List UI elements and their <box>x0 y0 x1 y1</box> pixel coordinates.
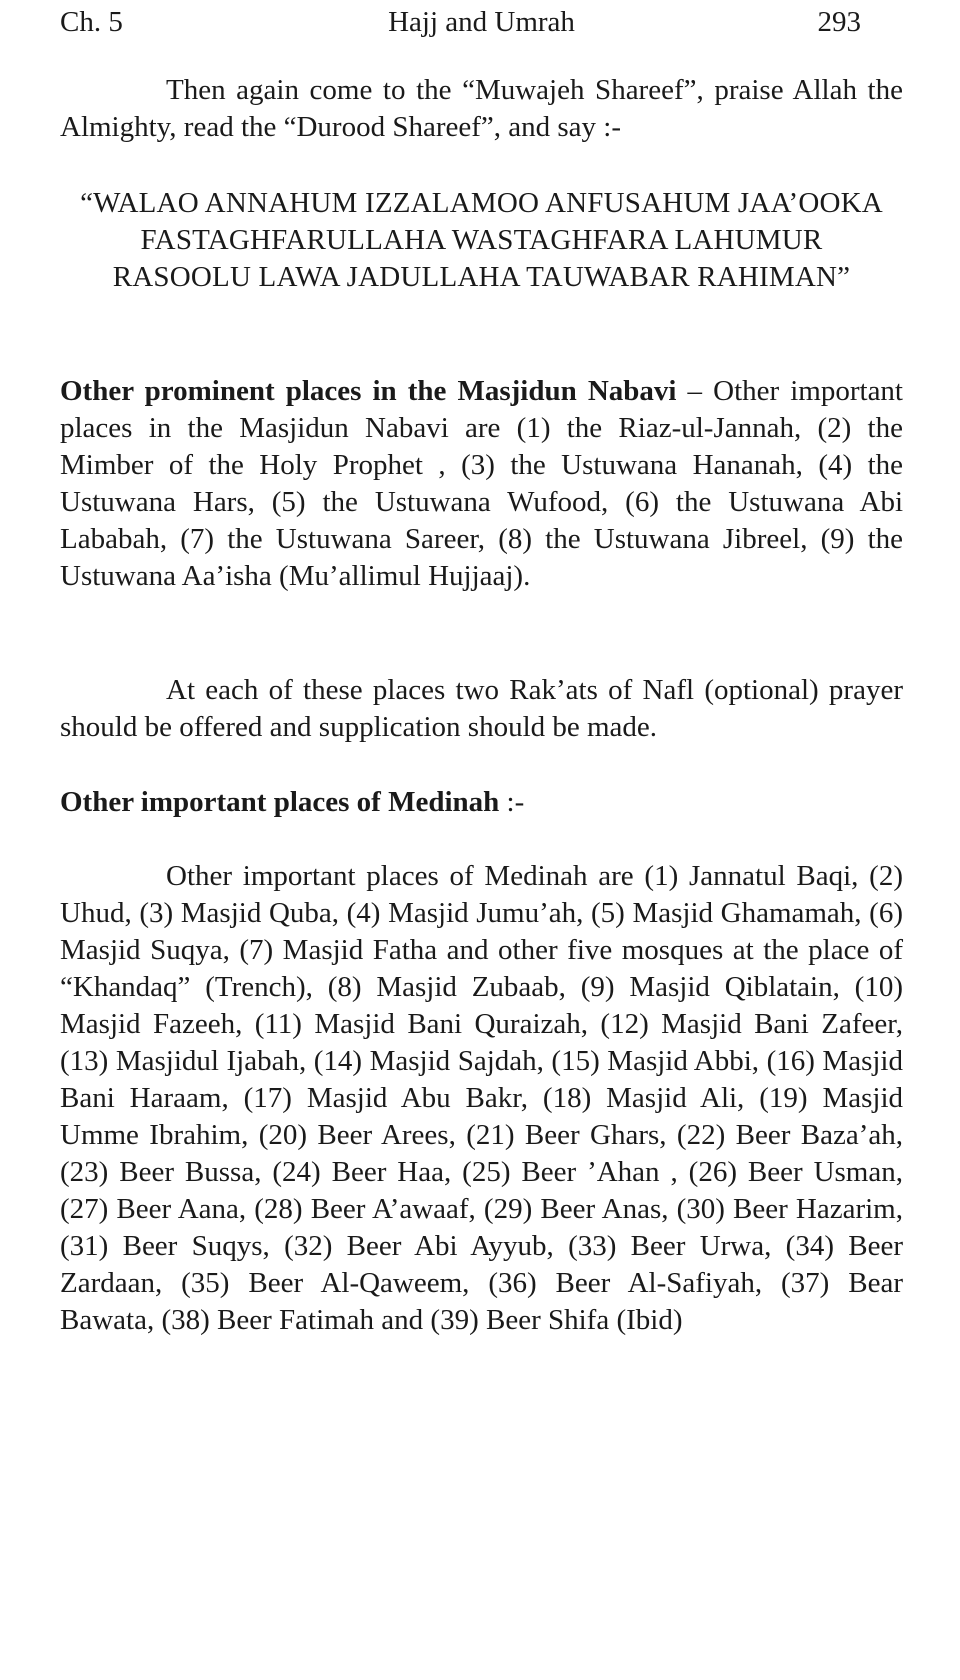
masjid-places-paragraph <box>60 373 903 595</box>
chapter-label: Ch. 5 <box>60 6 123 38</box>
nafl-paragraph: At each of these places two Rak’ats of Nafl (optional) prayer should be offered and supplication should be made. <box>60 674 903 743</box>
medinah-places-paragraph: Other important places of Medinah are (1) Jannatul Baqi, (2) Uhud, (3) Masjid Quba, (4) Masjid Jumu’ah, (5) Masjid Ghamamah, (6) Masjid Suqya, (7) Masjid Fatha and other five mosques at the place of “Khandaq” (Trench), (8) Masjid Zubaab, (9) Masjid Qiblatain, (10) Masjid Fazeeh, (11) Masjid Bani Quraizah, (12) Masjid Bani Zafeer, (13) Masjidul Ijabah, (14) Masjid Sajdah, (15) Masjid Abbi, (16) Masjid Bani Haraam, (17) Masjid Abu Bakr, (18) Masjid Ali, (19) Masjid Umme Ibrahim, (20) Beer Arees, (21) Beer Ghars, (22) Beer Baza’ah, (23) Beer Bussa, (24) Beer Haa, (25) Beer ’Ahan , (26) Beer Usman, (27) Beer Aana, (28) Beer A’awaaf, (29) Beer Anas, (30) Beer Hazarim, (31) Beer Suqys, (32) Beer Abi Ayyub, (33) Beer Urwa, (34) Beer Zardaan, (35) Beer Al-Qaweem, (36) Beer Al-Safiyah, (37) Bear Bawata, (38) Beer Fatimah and (39) Beer Shifa (Ibid) <box>60 860 903 1336</box>
masjid-places-lead: Other prominent places in the Masjidun Nabavi <box>60 375 677 407</box>
intro-paragraph: Then again come to the “Muwajeh Shareef”, praise Allah the Almighty, read the “Durood Shareef”, and say :- <box>60 74 903 143</box>
medinah-heading-suffix: :- <box>499 786 525 818</box>
running-title: Hajj and Umrah <box>388 6 575 38</box>
page-number: 293 <box>817 6 861 38</box>
masjid-places-text: – Other important places in the Masjidun Nabavi are (1) the Riaz-ul-Jannah, (2) the Mimber of the Holy Prophet , (3) the Ustuwana Hananah, (4) the Ustuwana Hars, (5) the Ustuwana Wufood, (6) the Ustuwana Abi Lababah, (7) the Ustuwana Sareer, (8) the Ustuwana Jibreel, (9) the Ustuwana Aa’isha (Mu’allimul Hujjaaj). <box>60 375 903 592</box>
medinah-heading-bold: Other important places of Medinah <box>60 786 500 818</box>
running-header <box>60 6 903 38</box>
invocation-text: “WALAO ANNAHUM IZZALAMOO ANFUSAHUM JAA’OOKA FASTAGHFARULLAHA WASTAGHFARA LAHUMUR RASOOLU LAWA JADULLAHA TAUWABAR RAHIMAN” <box>80 187 883 293</box>
medinah-heading <box>60 784 903 821</box>
